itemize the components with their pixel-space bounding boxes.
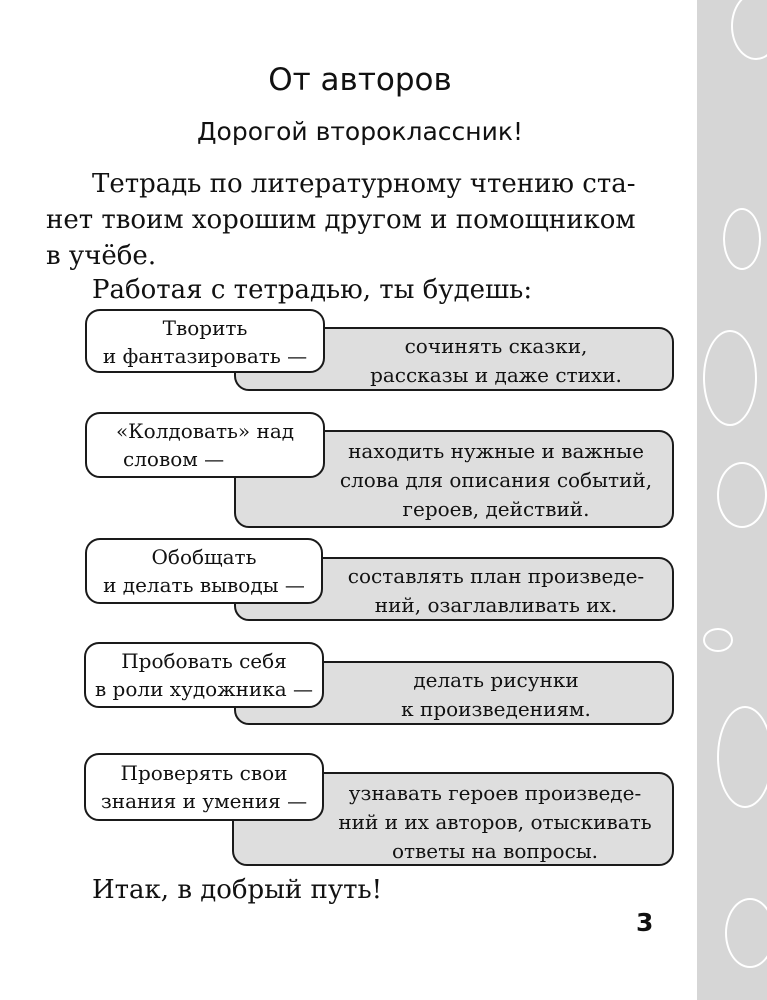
action-box bbox=[84, 753, 324, 821]
page-title: От авторов bbox=[268, 62, 452, 98]
bubble-decoration bbox=[731, 0, 767, 60]
closing-text: Итак, в добрый путь! bbox=[92, 875, 383, 905]
action-line: в роли художника — bbox=[94, 677, 314, 701]
action-line: Творить bbox=[162, 316, 248, 340]
detail-line: слова для описания событий, bbox=[339, 468, 653, 492]
bubble-decoration bbox=[717, 706, 767, 808]
intro-paragraph bbox=[46, 166, 676, 274]
bubble-decoration bbox=[703, 628, 733, 652]
detail-line: ответы на вопросы. bbox=[391, 839, 599, 863]
bubble-decoration bbox=[717, 462, 767, 528]
page-number: 3 bbox=[636, 908, 654, 937]
action-box bbox=[85, 412, 325, 478]
action-line: Обобщать bbox=[151, 545, 257, 569]
detail-line: ний, озаглавливать их. bbox=[374, 593, 618, 617]
detail-line: узнавать героев произведе- bbox=[348, 781, 642, 805]
action-line: и фантазировать — bbox=[102, 344, 308, 368]
action-box bbox=[85, 309, 325, 373]
detail-line: делать рисунки bbox=[413, 668, 579, 692]
detail-line: ний и их авторов, отыскивать bbox=[338, 810, 652, 834]
detail-line: рассказы и даже стихи. bbox=[370, 363, 622, 387]
bubble-decoration bbox=[725, 898, 767, 968]
bubble-decoration bbox=[703, 330, 757, 426]
action-line: и делать выводы — bbox=[103, 573, 305, 597]
lead-text: Работая с тетрадью, ты будешь: bbox=[92, 275, 533, 305]
action-line: Пробовать себя bbox=[121, 649, 287, 673]
side-decoration-strip bbox=[697, 0, 767, 1000]
action-line: знания и умения — bbox=[100, 789, 308, 813]
action-box bbox=[84, 642, 324, 708]
bubble-decoration bbox=[723, 208, 761, 270]
action-line: Проверять свои bbox=[120, 761, 288, 785]
action-line: «Колдовать» над bbox=[115, 419, 295, 443]
greeting: Дорогой второклассник! bbox=[197, 117, 523, 146]
detail-line: составлять план произведе- bbox=[347, 564, 645, 588]
action-box bbox=[85, 538, 323, 604]
action-line: словом — bbox=[123, 447, 225, 471]
detail-line: к произведениям. bbox=[401, 697, 591, 721]
detail-line: героев, действий. bbox=[402, 497, 590, 521]
intro-line: Тетрадь по литературному чтению ста- bbox=[92, 169, 636, 199]
detail-line: находить нужные и важные bbox=[348, 439, 644, 463]
intro-line: нет твоим хорошим другом и помощником bbox=[46, 205, 636, 235]
detail-line: сочинять сказки, bbox=[404, 334, 588, 358]
intro-line: в учёбе. bbox=[46, 241, 157, 271]
